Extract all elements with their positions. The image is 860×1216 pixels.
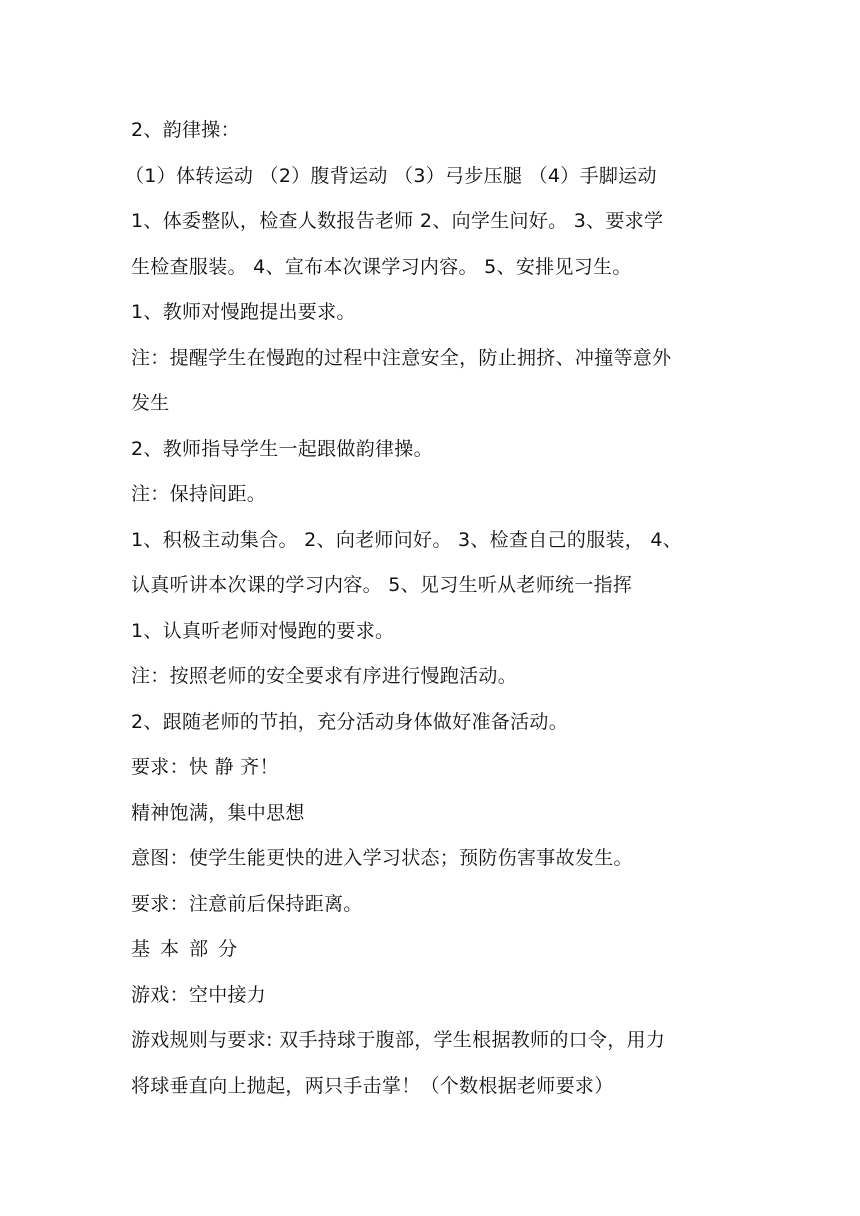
text-line: 1、认真听老师对慢跑的要求。 — [131, 619, 395, 642]
text-line: 2、跟随老师的节拍，充分活动身体做好准备活动。 — [131, 710, 568, 733]
text-line: 2、教师指导学生一起跟做韵律操。 — [131, 437, 433, 460]
text-line: 意图：使学生能更快的进入学习状态；预防伤害事故发生。 — [131, 847, 633, 869]
text-line: 2、韵律操： — [131, 119, 240, 141]
text-line: 将球垂直向上抛起，两只手击掌！（个数根据老师要求） — [131, 1074, 614, 1097]
text-line: 发生 — [131, 392, 170, 414]
text-line: 要求：快 静 齐！ — [131, 756, 279, 778]
text-line: 注：提醒学生在慢跑的过程中注意安全，防止拥挤、冲撞等意外 — [131, 346, 672, 369]
text-line: 精神饱满，集中思想 — [131, 801, 305, 824]
text-line: 注：保持间距。 — [131, 483, 267, 505]
text-line: 认真听讲本次课的学习内容。 5、见习生听从老师统一指挥 — [131, 574, 633, 596]
text-line: 生检查服装。 4、宣布本次课学习内容。 5、安排见习生。 — [131, 255, 632, 278]
section-heading: 基 本 部 分 — [131, 938, 240, 960]
text-line: 要求：注意前后保持距离。 — [131, 892, 363, 915]
text-line: 1、体委整队，检查人数报告老师 2、向学生问好。 3、要求学 — [131, 210, 664, 232]
text-line: 1、积极主动集合。 2、向老师问好。 3、检查自己的服装， 4、 — [131, 528, 683, 551]
text-line: 注：按照老师的安全要求有序进行慢跑活动。 — [131, 665, 518, 687]
text-line: 游戏：空中接力 — [131, 983, 267, 1006]
text-line: 游戏规则与要求: 双手持球于腹部，学生根据教师的口令，用力 — [131, 1029, 666, 1051]
text-line: 1、教师对慢跑提出要求。 — [131, 301, 356, 323]
text-line: （1）体转运动 （2）腹背运动 （3）弓步压腿 （4）手脚运动 — [125, 164, 657, 187]
document-body — [125, 108, 731, 1109]
